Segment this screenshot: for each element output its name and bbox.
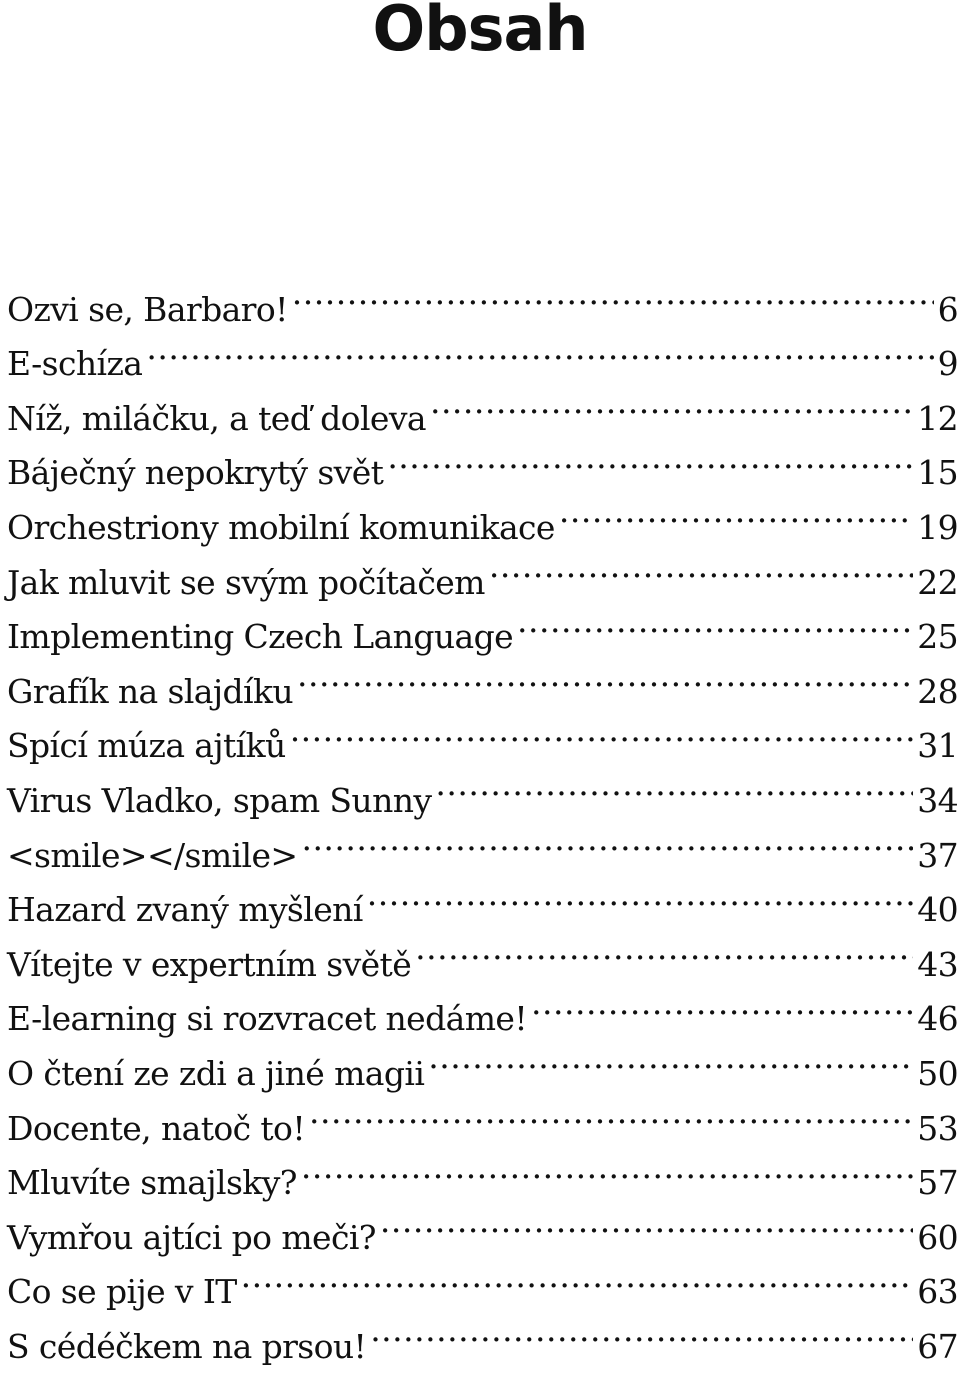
toc-entry-title: Báječný nepokrytý svět: [7, 453, 384, 493]
toc-dot-leader: [517, 594, 913, 649]
toc-entry-title: O čtení ze zdi a jiné magii: [7, 1053, 425, 1093]
toc-dot-leader: [241, 1249, 914, 1304]
toc-entry-page: 25: [917, 617, 958, 657]
toc-dot-leader: [146, 321, 933, 376]
toc-entry-title: Vítejte v expertním světě: [7, 944, 412, 984]
toc-dot-leader: [531, 976, 913, 1031]
toc-entry[interactable]: [7, 375, 958, 438]
toc-entry-page: 28: [917, 671, 958, 711]
toc-entry-page: 43: [917, 944, 958, 984]
toc-entry-title: Grafík na slajdíku: [7, 671, 294, 711]
toc-entry-page: 67: [917, 1326, 958, 1366]
toc-entry-page: 12: [917, 398, 958, 438]
toc-entry[interactable]: [7, 321, 958, 384]
toc-entry-title: Co se pije v IT: [7, 1272, 237, 1312]
toc-entry-page: 31: [917, 726, 958, 766]
toc-entry-page: 19: [917, 507, 958, 547]
toc-entry-page: 15: [917, 453, 958, 493]
toc-entry-title: Hazard zvaný myšlení: [7, 890, 363, 930]
toc-entry-page: 9: [937, 344, 958, 384]
toc-entry-page: 46: [917, 999, 958, 1039]
toc-dot-leader: [489, 539, 913, 594]
toc-entry-title: E-learning si rozvracet nedáme!: [7, 999, 527, 1039]
toc-entry-page: 53: [917, 1108, 958, 1148]
toc-dot-leader: [367, 867, 913, 922]
toc-entry-page: 60: [917, 1217, 958, 1257]
toc-dot-leader: [370, 1303, 913, 1358]
toc-dot-leader: [559, 484, 913, 539]
toc-entry-title: Implementing Czech Language: [7, 617, 514, 657]
toc-entry-title: E-schíza: [7, 344, 143, 384]
toc-dot-leader: [435, 757, 913, 812]
toc-entry-title: <smile></smile>: [7, 835, 298, 875]
toc-dot-leader: [415, 921, 913, 976]
toc-entry-page: 40: [917, 890, 958, 930]
toc-entry-page: 6: [937, 289, 958, 329]
toc-entry-title: Ozvi se, Barbaro!: [7, 289, 288, 329]
toc-dot-leader: [428, 1030, 913, 1085]
toc-dot-leader: [387, 430, 913, 485]
toc-entry-title: Spící múza ajtíků: [7, 726, 286, 766]
toc-dot-leader: [297, 648, 913, 703]
toc-entry-title: Vymřou ajtíci po meči?: [7, 1217, 376, 1257]
toc-entry-title: S cédéčkem na prsou!: [7, 1326, 367, 1366]
toc-entry-page: 57: [917, 1163, 958, 1203]
toc-entry-title: Mluvíte smajlsky?: [7, 1163, 297, 1203]
toc-dot-leader: [292, 266, 934, 321]
table-of-contents: [7, 266, 958, 1366]
toc-dot-leader: [290, 703, 914, 758]
toc-entry-page: 50: [917, 1053, 958, 1093]
toc-entry-title: Jak mluvit se svým počítačem: [7, 562, 485, 602]
toc-dot-leader: [301, 1140, 913, 1195]
toc-entry-title: Virus Vladko, spam Sunny: [7, 780, 432, 820]
toc-dot-leader: [309, 1085, 913, 1140]
toc-dot-leader: [380, 1194, 913, 1249]
toc-entry-page: 22: [917, 562, 958, 602]
page-title: Obsah: [372, 0, 588, 65]
toc-dot-leader: [301, 812, 913, 867]
toc-dot-leader: [430, 375, 913, 430]
toc-entry-page: 63: [917, 1272, 958, 1312]
toc-entry-page: 34: [917, 780, 958, 820]
toc-entry-page: 37: [917, 835, 958, 875]
toc-entry-title: Orchestriony mobilní komunikace: [7, 507, 555, 547]
toc-entry-title: Níž, miláčku, a teď doleva: [7, 398, 426, 438]
toc-entry[interactable]: [7, 266, 958, 329]
toc-entry-title: Docente, natoč to!: [7, 1108, 305, 1148]
